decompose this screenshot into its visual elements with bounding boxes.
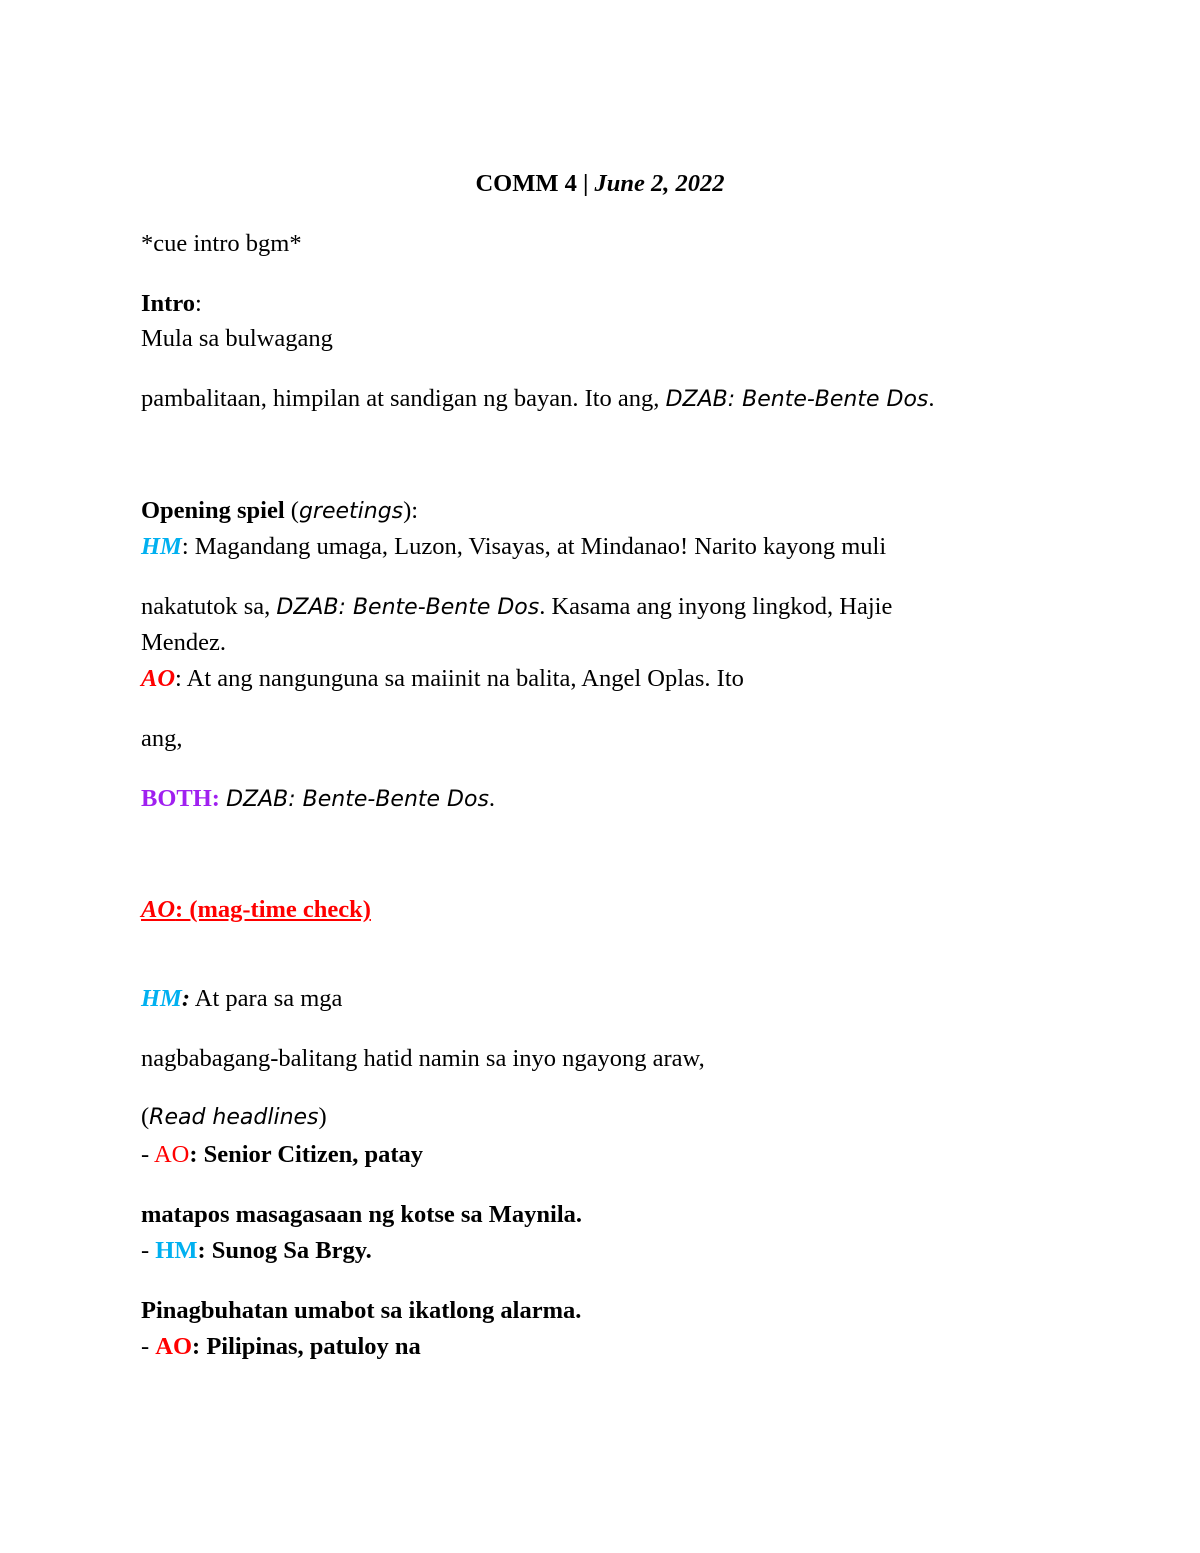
read-headlines-open: ( [141,1103,150,1130]
both-speaker-tag: BOTH: [141,785,220,812]
hm-line-2-start: nakatutok sa, [141,593,277,620]
headline-2-text-1: : Sunog Sa Brgy. [197,1237,372,1264]
page-title [0,172,1200,197]
time-check-text: : (mag-time check) [175,896,371,923]
headline-1-line-2: matapos masagasaan ng kotse sa Maynila. [141,1201,583,1228]
headline-dash: - [141,1141,154,1168]
intro-label: Intro [141,290,196,317]
opening-label: Opening spiel [141,497,285,524]
show-name: DZAB: Bente-Bente Dos [276,595,540,620]
ao-line-2: ang, [141,725,183,752]
hm-line-3: Mendez. [141,629,227,656]
ao-line-1-text: : At ang nangunguna sa maiinit na balita, Angel Oplas. Ito [175,665,744,692]
hm-line-2 [141,595,892,620]
opening-paren-close: ): [403,497,419,524]
ao-speaker-tag: AO [155,1333,193,1360]
intro-line-2-end: . [928,385,935,412]
headline-dash: - [141,1237,156,1264]
headlines-intro-line-2: nagbabagang-balitang hatid namin sa inyo ngayong araw, [141,1045,705,1072]
headline-2-line-2: Pinagbuhatan umabot sa ikatlong alarma. [141,1297,582,1324]
opening-paren-italic: greetings [298,499,404,524]
both-line [141,787,495,812]
hm-line-2-end: . Kasama ang inyong lingkod, Hajie [539,593,893,620]
read-headlines-close: ) [318,1103,327,1130]
show-name: DZAB: Bente-Bente Dos [226,787,489,812]
ao-speaker-tag: AO [141,665,176,692]
title-separator: | [576,170,595,197]
hm-colon: : [181,985,191,1012]
time-check-line [141,898,371,923]
read-headlines-italic: Read headlines [149,1105,319,1130]
hm-line-1 [141,535,886,560]
hm-speaker-tag: HM [141,533,182,560]
opening-heading [141,499,418,524]
intro-heading [141,292,202,317]
course-code: COMM 4 [475,170,577,197]
intro-line-1: Mula sa bulwagang [141,325,333,352]
headlines-intro-text-1: At para sa mga [190,985,343,1012]
ao-speaker-tag: AO [153,1141,190,1168]
both-line-end: . [488,785,496,812]
headline-3-text-1: : Pilipinas, patuloy na [192,1333,421,1360]
read-headlines-line [141,1105,327,1130]
opening-paren-open: ( [284,497,299,524]
intro-colon: : [195,290,202,317]
script-date: June 2, 2022 [594,170,725,197]
intro-line-2 [141,387,935,412]
time-check-tag: AO [141,896,176,923]
headline-3-line-1 [141,1335,421,1360]
headline-2-line-1 [141,1239,372,1264]
intro-line-2-text: pambalitaan, himpilan at sandigan ng bayan. Ito ang, [141,385,666,412]
hm-speaker-tag: HM [141,985,182,1012]
headline-1-text-1: : Senior Citizen, patay [189,1141,423,1168]
headline-1-line-1 [141,1143,423,1168]
headlines-intro-line-1 [141,987,342,1012]
hm-line-1-text: : Magandang umaga, Luzon, Visayas, at Mindanao! Narito kayong muli [181,533,887,560]
cue-line: *cue intro bgm* [141,230,302,257]
show-name: DZAB: Bente-Bente Dos [665,387,929,412]
ao-line-1 [141,667,744,692]
headline-dash: - [141,1333,156,1360]
hm-speaker-tag: HM [155,1237,198,1264]
